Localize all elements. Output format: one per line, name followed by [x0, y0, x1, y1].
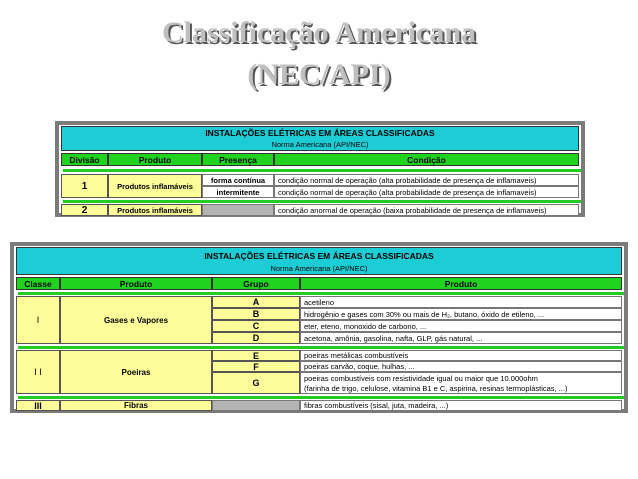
col-produto-3: Produto [300, 277, 622, 290]
group-g: G [212, 372, 300, 394]
div2-value: 2 [61, 204, 108, 216]
div2-presenca-empty [202, 204, 274, 216]
div1-condicao-2: condição normal de operação (alta probabilidade de presença de inflamaveis) [274, 186, 579, 198]
table2-header-title: INSTALAÇÕES ELÉTRICAS EM ÁREAS CLASSIFICADAS [204, 251, 434, 261]
table-divisions [55, 121, 585, 217]
div1-presenca-2: intermitente [202, 186, 274, 198]
class1-value: I [16, 296, 60, 344]
div1-produto: Produtos inflamáveis [108, 174, 202, 198]
table1-header [61, 126, 579, 151]
group-g-produto [300, 372, 622, 394]
slide-title-line2: (NEC/API) [247, 58, 391, 91]
col-condicao: Condição [274, 153, 579, 166]
group-f: F [212, 361, 300, 372]
div2-produto: Produtos inflamáveis [108, 204, 202, 216]
div1-presenca-1: forma contínua [202, 174, 274, 186]
class3-grupo-empty [212, 400, 300, 411]
table1-header-subtitle: Norma Americana (API/NEC) [271, 140, 369, 149]
group-c: C [212, 320, 300, 332]
class2-produto: Poeiras [60, 350, 212, 394]
class2-value: I I [16, 350, 60, 394]
group-a: A [212, 296, 300, 308]
group-d-produto: acetona, amônia, gasolina, nafta, GLP, gás natural, ... [300, 332, 622, 344]
group-c-produto: eter, eteno, monoxido de carbono, ... [300, 320, 622, 332]
group-d: D [212, 332, 300, 344]
group-e-produto: poeiras metálicas combustíveis [300, 350, 622, 361]
class3-produto: Fibras [60, 400, 212, 411]
group-a-produto: acetileno [300, 296, 622, 308]
table2-header [16, 247, 622, 275]
class1-produto: Gases e Vapores [60, 296, 212, 344]
col-classe: Classe [16, 277, 60, 290]
slide-title-line1: Classificação Americana [161, 16, 477, 49]
div1-condicao-1: condição normal de operação (alta probabilidade de presença de inflamaveis) [274, 174, 579, 186]
col-produto: Produto [108, 153, 202, 166]
class3-produto-desc: fibras combustíveis (sisal, juta, madeira, ...) [300, 400, 622, 411]
table1-header-title: INSTALAÇÕES ELÉTRICAS EM ÁREAS CLASSIFICADAS [205, 128, 435, 138]
col-produto-2: Produto [60, 277, 212, 290]
group-g-produto-line1: poeiras combustíveis com resistividade igual ou maior que 10.000ohm [304, 374, 538, 383]
col-presenca: Presença [202, 153, 274, 166]
group-f-produto: poeiras carvão, coque, hulhas, ... [300, 361, 622, 372]
div1-value: 1 [61, 174, 108, 198]
col-grupo: Grupo [212, 277, 300, 290]
group-e: E [212, 350, 300, 361]
table2-header-subtitle: Norma Americana (API/NEC) [270, 264, 368, 273]
table-classes [10, 242, 628, 413]
group-b: B [212, 308, 300, 320]
col-divisao: Divisão [61, 153, 108, 166]
div2-condicao: condição anormal de operação (baixa probabilidade de presença de inflamaveis) [274, 204, 579, 216]
group-g-produto-line2: (farinha de trigo, celulose, vitamina B1 e C, aspirina, resinas termoplásticas, ...) [304, 384, 568, 393]
group-b-produto: hidrogênio e gases com 30% ou mais de H₂, butano, óxido de etileno, ... [300, 308, 622, 320]
class3-value: III [16, 400, 60, 411]
